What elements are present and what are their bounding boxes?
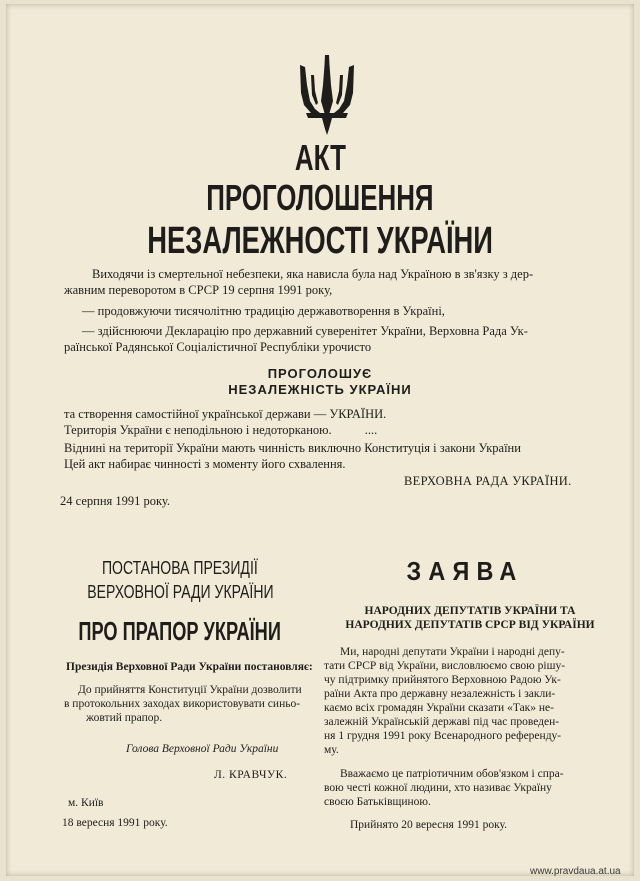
resolution-body-line-2: в протокольних заходах використовувати синьо-: [64, 698, 301, 710]
act-paragraph-line-2: жавним переворотом в СРСР 19 серпня 1991 року,: [64, 283, 333, 297]
statement-body-line-3: чу підтримку прийнятого Верховною Радою Ук-: [324, 674, 561, 686]
watermark: www.pravdaua.at.ua: [530, 866, 621, 877]
resolution-preamble: Президія Верховної Ради України постановляє:: [66, 661, 313, 673]
resolution-date: 18 вересня 1991 року.: [62, 817, 168, 829]
statement-subtitle-line-1: НАРОДНИХ ДЕПУТАТІВ УКРАЇНИ ТА: [364, 605, 576, 617]
resolution-chair-title: Голова Верховної Ради України: [126, 743, 279, 755]
statement-body-line-7: ня 1 грудня 1991 року Всенародного референду-: [324, 730, 562, 742]
act-title-line-1: АКТ: [294, 137, 346, 178]
statement-body-line-1: Ми, народні депутати України і народні депу-: [340, 646, 565, 658]
statement-duty-line-1: Вважаємо це патріотичним обов'язком і спра-: [340, 768, 564, 780]
act-paragraph-line-3: — продовжуючи тисячолітню традицію державотворення в Україні,: [82, 304, 445, 318]
act-independence: НЕЗАЛЕЖНІСТЬ УКРАЇНИ: [228, 382, 412, 397]
statement-duty-line-3: своєю Батьківщиною.: [324, 796, 431, 808]
statement-body-line-6: залежній Українській державі під час проведен-: [324, 716, 560, 728]
statement-body-line-4: раїни Акта про державну незалежність і закли-: [324, 688, 556, 700]
act-date: 24 серпня 1991 року.: [60, 494, 171, 508]
act-territory: Територія України є неподільною і недоторканою. ....: [64, 423, 378, 437]
act-paragraph-line-4: — здійснюючи Декларацію про державний суверенітет України, Верховна Рада Ук-: [82, 324, 528, 338]
act-title-line-2: ПРОГОЛОШЕННЯ: [206, 177, 434, 218]
trident-emblem: [298, 55, 356, 135]
resolution-body-line-1: До прийняття Конституції України дозволити: [78, 684, 302, 696]
resolution-chair-name: Л. КРАВЧУК.: [214, 769, 288, 781]
act-signatory: ВЕРХОВНА РАДА УКРАЇНИ.: [404, 474, 572, 488]
act-paragraph-line-5: раїнської Радянської Соціалістичної Республіки урочисто: [64, 340, 372, 354]
resolution-body-line-3: жовтий прапор.: [86, 712, 163, 724]
statement-title: ЗАЯВА: [406, 556, 524, 586]
statement-adopted: Прийнято 20 вересня 1991 року.: [350, 819, 507, 831]
statement-duty-line-2: вою честі кожної людини, хто називає Україну: [324, 782, 552, 794]
resolution-title-line-2: ВЕРХОВНОЇ РАДИ УКРАЇНИ: [86, 582, 274, 602]
act-effect: Цей акт набирає чинності з моменту його схвалення.: [64, 457, 346, 471]
act-creation: та створення самостійної української держави — УКРАЇНИ.: [64, 407, 387, 421]
resolution-subject: ПРО ПРАПОР УКРАЇНИ: [78, 616, 282, 646]
act-proclaims: ПРОГОЛОШУЄ: [267, 366, 373, 381]
statement-body-line-5: каємо всіх громадян України сказати «Так» не-: [324, 702, 554, 714]
act-paragraph-line-1: Виходячи із смертельної небезпеки, яка нависла була над Україною в зв'язку з дер-: [92, 267, 534, 281]
act-title-line-3: НЕЗАЛЕЖНОСТІ УКРАЇНИ: [147, 220, 493, 262]
statement-body-line-2: тати СРСР від України, висловлюємо свою рішу-: [324, 660, 566, 672]
statement-subtitle-line-2: НАРОДНИХ ДЕПУТАТІВ СРСР ВІД УКРАЇНИ: [345, 619, 595, 631]
act-territory-dots: ....: [364, 423, 378, 437]
resolution-title-line-1: ПОСТАНОВА ПРЕЗИДІЇ: [102, 558, 258, 578]
resolution-city: м. Київ: [68, 797, 104, 809]
act-constitution: Віднині на території України мають чинність виключно Конституція і закони України: [64, 441, 521, 455]
statement-body-line-8: му.: [324, 744, 339, 756]
